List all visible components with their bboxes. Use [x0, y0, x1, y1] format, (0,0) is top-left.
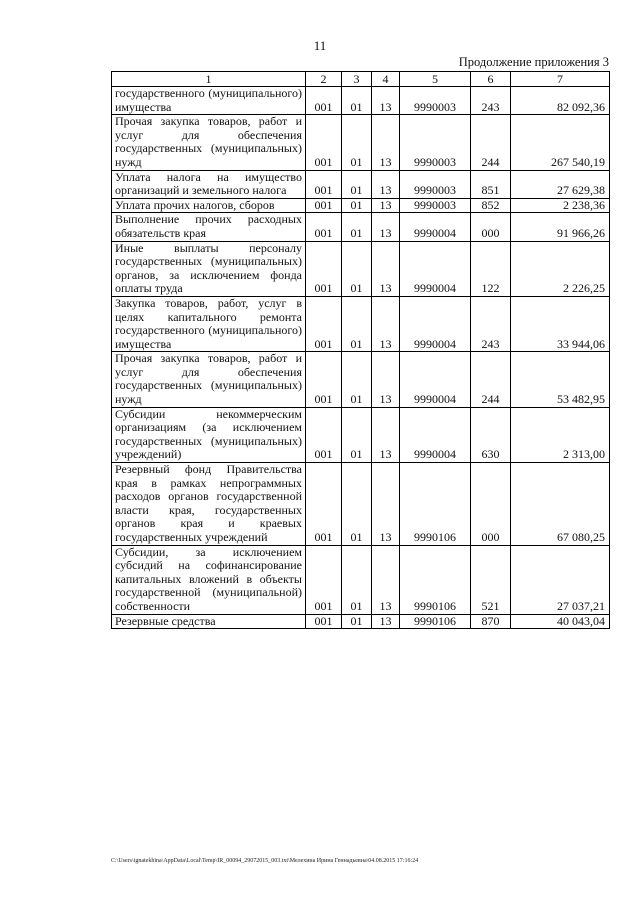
table-row: [112, 545, 610, 614]
col-expense-type: 244: [471, 352, 511, 407]
col-amount: 82 092,36: [511, 87, 610, 115]
column-header-4: 4: [372, 72, 400, 87]
col-code: 001: [306, 614, 342, 629]
col-subsection: 13: [372, 352, 400, 407]
col-subsection: 13: [372, 198, 400, 213]
col-expense-type: 000: [471, 463, 511, 546]
col-target-item: 9990003: [400, 198, 471, 213]
col-subsection: 13: [372, 241, 400, 296]
col-code: 001: [306, 170, 342, 198]
table-body: [112, 87, 610, 629]
col-code: 001: [306, 213, 342, 241]
column-header-1: 1: [112, 72, 306, 87]
col-section: 01: [342, 352, 372, 407]
col-expense-type: 244: [471, 115, 511, 170]
row-name: Выполнение прочих расходных обязательств края: [112, 213, 306, 241]
col-section: 01: [342, 87, 372, 115]
col-expense-type: 521: [471, 545, 511, 614]
col-expense-type: 000: [471, 213, 511, 241]
col-target-item: 9990106: [400, 614, 471, 629]
col-subsection: 13: [372, 614, 400, 629]
column-header-6: 6: [471, 72, 511, 87]
table-row: [112, 296, 610, 351]
row-name: Субсидии, за исключением субсидий на софинансирование капитальных вложений в объекты государственной (муниципальной) собственности: [112, 545, 306, 614]
col-code: 001: [306, 545, 342, 614]
col-section: 01: [342, 198, 372, 213]
col-target-item: 9990106: [400, 545, 471, 614]
col-target-item: 9990106: [400, 463, 471, 546]
col-subsection: 13: [372, 407, 400, 462]
col-code: 001: [306, 407, 342, 462]
row-name: Закупка товаров, работ, услуг в целях капитального ремонта государственного (муниципального) имущества: [112, 296, 306, 351]
column-header-7: 7: [511, 72, 610, 87]
col-amount: 27 037,21: [511, 545, 610, 614]
col-target-item: 9990004: [400, 296, 471, 351]
col-code: 001: [306, 115, 342, 170]
table-row: [112, 241, 610, 296]
col-amount: 53 482,95: [511, 352, 610, 407]
col-expense-type: 630: [471, 407, 511, 462]
col-target-item: 9990004: [400, 241, 471, 296]
col-target-item: 9990004: [400, 213, 471, 241]
table-header-row: [112, 72, 610, 87]
col-section: 01: [342, 115, 372, 170]
col-amount: 2 226,25: [511, 241, 610, 296]
table-row: [112, 198, 610, 213]
continuation-label: Продолжение приложения 3: [458, 55, 609, 69]
col-code: 001: [306, 296, 342, 351]
col-target-item: 9990003: [400, 115, 471, 170]
col-section: 01: [342, 170, 372, 198]
table-row: [112, 614, 610, 629]
col-subsection: 13: [372, 170, 400, 198]
col-subsection: 13: [372, 213, 400, 241]
col-expense-type: 851: [471, 170, 511, 198]
table-row: [112, 87, 610, 115]
col-target-item: 9990004: [400, 352, 471, 407]
col-expense-type: 870: [471, 614, 511, 629]
budget-table: [111, 71, 610, 629]
col-section: 01: [342, 296, 372, 351]
col-subsection: 13: [372, 87, 400, 115]
col-section: 01: [342, 463, 372, 546]
table-row: [112, 115, 610, 170]
row-name: Уплата прочих налогов, сборов: [112, 198, 306, 213]
table-row: [112, 213, 610, 241]
col-expense-type: 852: [471, 198, 511, 213]
column-header-3: 3: [342, 72, 372, 87]
col-amount: 2 238,36: [511, 198, 610, 213]
col-expense-type: 243: [471, 87, 511, 115]
table-row: [112, 170, 610, 198]
row-name: Иные выплаты персоналу государственных (муниципальных) органов, за исключением фонда оплаты труда: [112, 241, 306, 296]
column-header-2: 2: [306, 72, 342, 87]
row-name: Резервный фонд Правительства края в рамках непрограммных расходов органов государственной власти края, государственных органов края и краевых государственных учреждений: [112, 463, 306, 546]
col-target-item: 9990004: [400, 407, 471, 462]
col-code: 001: [306, 87, 342, 115]
col-section: 01: [342, 407, 372, 462]
page-number: 11: [313, 38, 327, 53]
col-amount: 33 944,06: [511, 296, 610, 351]
col-amount: 67 080,25: [511, 463, 610, 546]
col-section: 01: [342, 241, 372, 296]
row-name: Прочая закупка товаров, работ и услуг для обеспечения государственных (муниципальных) нужд: [112, 115, 306, 170]
col-code: 001: [306, 463, 342, 546]
col-subsection: 13: [372, 545, 400, 614]
table-row: [112, 407, 610, 462]
col-section: 01: [342, 614, 372, 629]
col-amount: 2 313,00: [511, 407, 610, 462]
col-section: 01: [342, 545, 372, 614]
row-name: Уплата налога на имущество организаций и земельного налога: [112, 170, 306, 198]
col-amount: 267 540,19: [511, 115, 610, 170]
col-code: 001: [306, 198, 342, 213]
file-path-footer: C:\Users\ignatekhina\AppData\Local\Temp\IR_00094_29072015_003.txt\Мелехина Ирина Геннадьевна\04.08.2015 17:16:24: [111, 858, 419, 864]
col-target-item: 9990003: [400, 170, 471, 198]
row-name: Субсидии некоммерческим организациям (за исключением государственных (муниципальных) учреждений): [112, 407, 306, 462]
col-amount: 91 966,26: [511, 213, 610, 241]
col-subsection: 13: [372, 115, 400, 170]
row-name: государственного (муниципального) имущества: [112, 87, 306, 115]
col-subsection: 13: [372, 296, 400, 351]
col-amount: 27 629,38: [511, 170, 610, 198]
col-amount: 40 043,04: [511, 614, 610, 629]
col-expense-type: 243: [471, 296, 511, 351]
table-row: [112, 352, 610, 407]
col-expense-type: 122: [471, 241, 511, 296]
column-header-5: 5: [400, 72, 471, 87]
col-code: 001: [306, 241, 342, 296]
table-row: [112, 463, 610, 546]
row-name: Резервные средства: [112, 614, 306, 629]
col-subsection: 13: [372, 463, 400, 546]
col-code: 001: [306, 352, 342, 407]
col-target-item: 9990003: [400, 87, 471, 115]
col-section: 01: [342, 213, 372, 241]
row-name: Прочая закупка товаров, работ и услуг для обеспечения государственных (муниципальных) нужд: [112, 352, 306, 407]
